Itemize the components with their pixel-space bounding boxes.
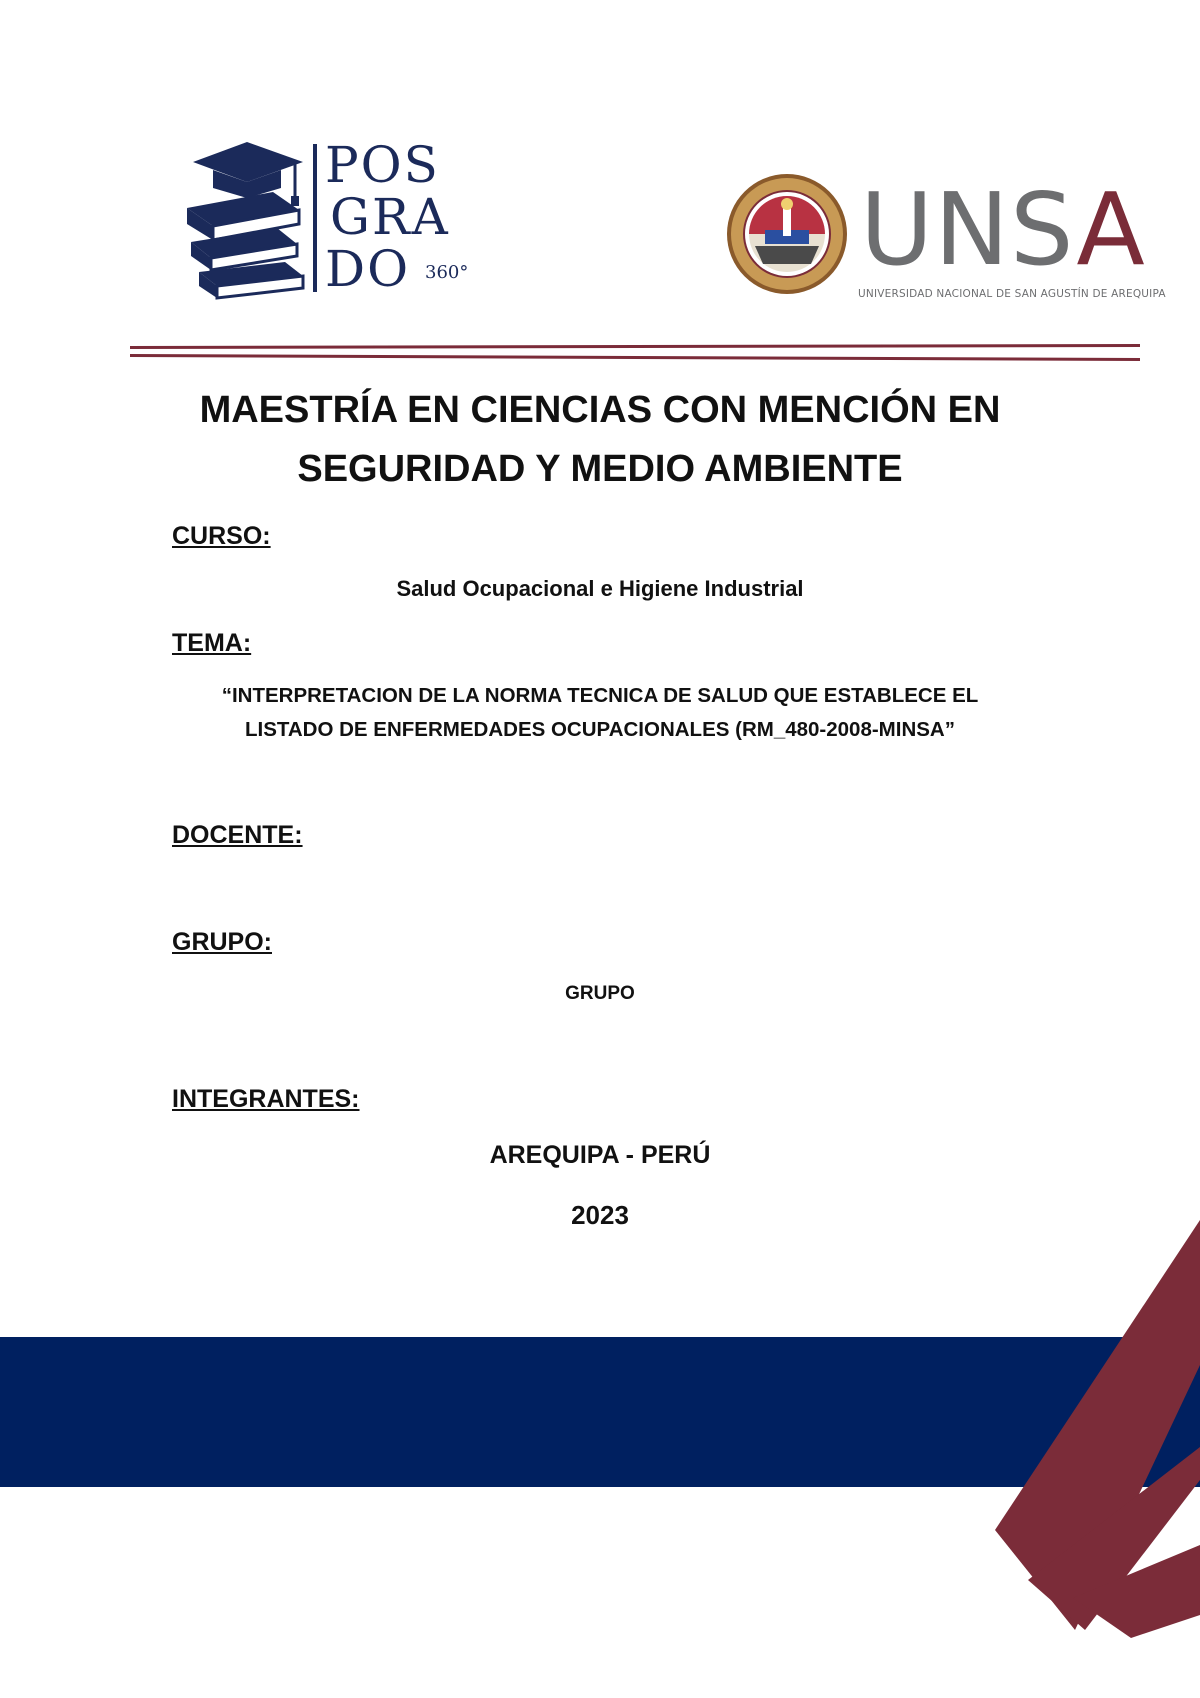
integrantes-label: INTEGRANTES: [172, 1085, 360, 1113]
unsa-seal-icon [725, 172, 849, 296]
unsa-subtitle: UNIVERSIDAD NACIONAL DE SAN AGUSTÍN DE AREQUIPA [858, 288, 1166, 300]
header-divider-lines [130, 338, 1140, 368]
books-graduation-cap-icon [185, 140, 310, 300]
posgrado-superscript: 360° [425, 262, 469, 283]
tema-label: TEMA: [172, 629, 252, 657]
footer-decoration [0, 1215, 1200, 1698]
curso-value: Salud Ocupacional e Higiene Industrial [396, 576, 804, 601]
page-title-line2: SEGURIDAD Y MEDIO AMBIENTE [297, 448, 903, 490]
posgrado-word-line2: GRA [330, 188, 450, 246]
tema-value-line1: “INTERPRETACION DE LA NORMA TECNICA DE SALUD QUE ESTABLECE EL [221, 684, 979, 707]
posgrado-divider [313, 144, 317, 292]
grupo-value: GRUPO [565, 983, 635, 1004]
footer-navy-band [0, 1337, 1200, 1487]
docente-label: DOCENTE: [172, 821, 303, 849]
unsa-wordmark-main: UNS [860, 171, 1077, 288]
page-title-line1: MAESTRÍA EN CIENCIAS CON MENCIÓN EN [199, 389, 1001, 431]
place-text: AREQUIPA - PERÚ [489, 1141, 711, 1169]
posgrado-word-line1: POS [325, 136, 440, 194]
curso-label: CURSO: [172, 522, 271, 550]
posgrado-word-line3: DO [325, 240, 411, 298]
unsa-wordmark [860, 171, 1146, 288]
year-text: 2023 [571, 1200, 629, 1230]
posgrado-logo [185, 136, 485, 320]
tema-value-line2: LISTADO DE ENFERMEDADES OCUPACIONALES (RM_480-2008-MINSA” [244, 718, 955, 741]
grupo-label: GRUPO: [172, 928, 272, 956]
unsa-wordmark-accent: A [1076, 171, 1146, 288]
